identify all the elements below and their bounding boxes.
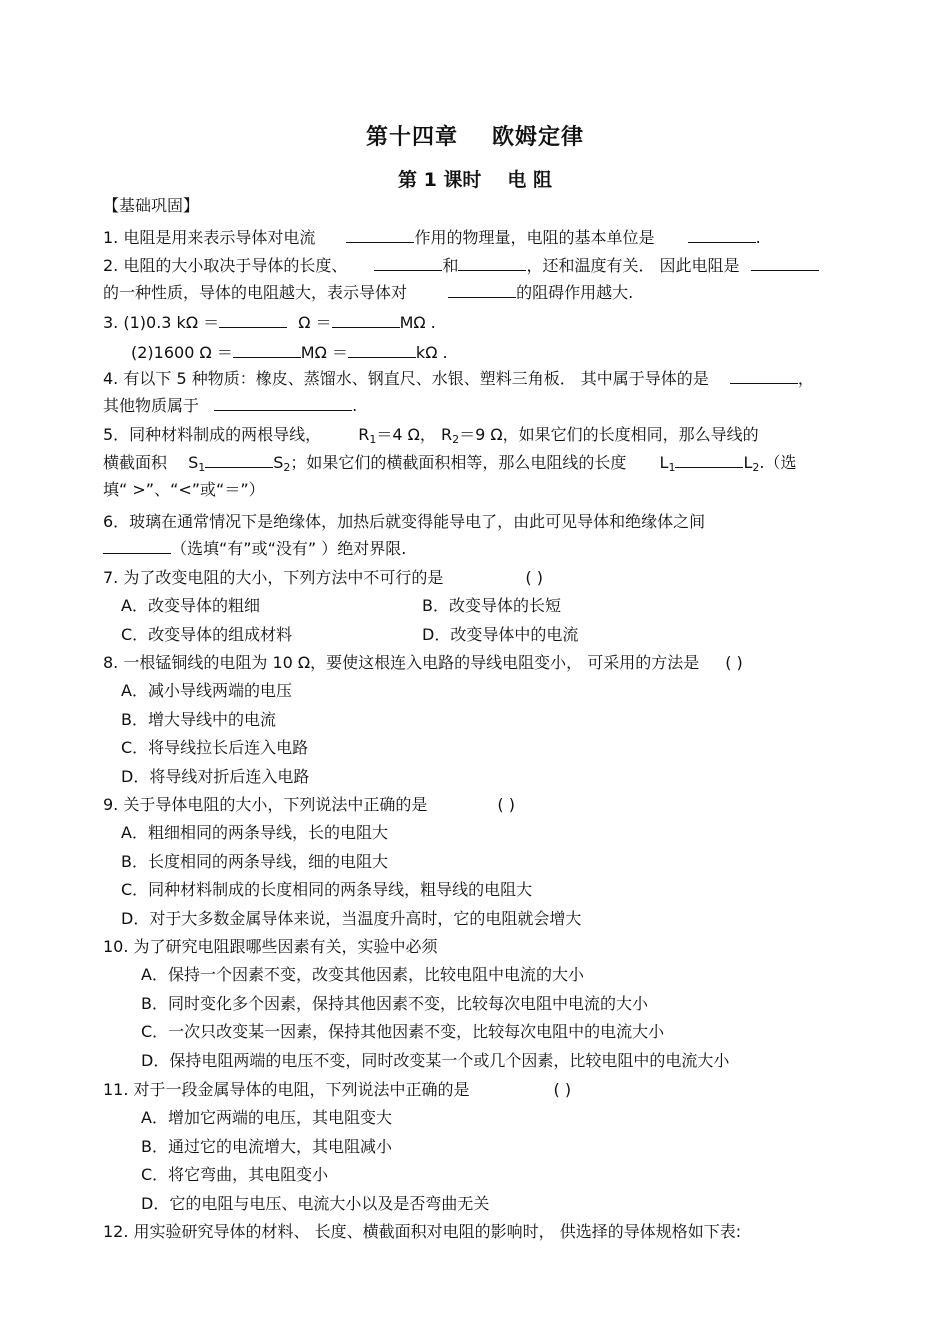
option: D．改变导体中的电流 [422, 625, 579, 644]
option: D．对于大多数金属导体来说，当温度升高时，它的电阻就会增大 [121, 909, 582, 928]
answer-blank[interactable] [103, 539, 171, 554]
option: D．保持电阻两端的电压不变，同时改变某一个或几个因素，比较电阻中的电流大小 [141, 1051, 730, 1070]
option: A．粗细相同的两条导线，长的电阻大 [121, 823, 388, 842]
answer-blank[interactable] [233, 343, 301, 358]
answer-blank[interactable] [751, 256, 819, 271]
question-7: 7. 为了改变电阻的大小，下列方法中不可行的是 ( ) [103, 568, 543, 587]
question-5-cont: 横截面积 $S_1$ $S_2$；如果它们的横截面积相等，那么电阻线的长度 $L_1$ $L_2$.（选 [103, 453, 797, 474]
answer-paren[interactable]: ( ) [497, 795, 515, 814]
answer-blank[interactable] [374, 256, 442, 271]
answer-paren[interactable]: ( ) [525, 568, 543, 587]
option: A．减小导线两端的电压 [121, 681, 292, 700]
question-3-part2: (2)1600 Ω ＝ MΩ ＝ kΩ . [131, 343, 448, 362]
option: C．同种材料制成的长度相同的两条导线，粗导线的电阻大 [121, 880, 533, 899]
option: B．增大导线中的电流 [121, 710, 276, 729]
question-12: 12. 用实验研究导体的材料、 长度、横截面积对电阻的影响时， 供选择的导体规格如下表: [103, 1222, 742, 1241]
section-label: 【基础巩固】 [103, 196, 200, 215]
option: A．保持一个因素不变，改变其他因素，比较电阻中电流的大小 [141, 965, 584, 984]
answer-blank[interactable] [214, 396, 352, 411]
chapter-title: 第十四章 欧姆定律 [365, 125, 585, 150]
answer-blank[interactable] [688, 228, 756, 243]
option: B．同时变化多个因素，保持其他因素不变，比较每次电阻中电流的大小 [141, 994, 648, 1013]
answer-blank[interactable] [219, 313, 287, 328]
answer-blank[interactable] [205, 453, 273, 468]
option: D．将导线对折后连入电路 [121, 767, 310, 786]
option: B．改变导体的长短 [422, 596, 561, 615]
question-2-cont: 的一种性质，导体的电阻越大，表示导体对 的阻碍作用越大. [103, 283, 634, 302]
question-4-cont: 其他物质属于 . [103, 396, 358, 415]
question-6: 6．玻璃在通常情况下是绝缘体，加热后就变得能导电了，由此可见导体和绝缘体之间 [103, 512, 706, 531]
question-6-cont: （选填“有”或“没有” ）绝对界限. [103, 539, 406, 559]
question-1: 1. 电阻是用来表示导体对电流 作用的物理量，电阻的基本单位是 . [103, 228, 761, 247]
question-3: 3. (1)0.3 kΩ ＝ Ω ＝ MΩ . [103, 313, 436, 332]
answer-paren[interactable]: ( ) [553, 1080, 572, 1099]
question-10: 10. 为了研究电阻跟哪些因素有关，实验中必须 [103, 937, 438, 956]
answer-blank[interactable] [458, 256, 526, 271]
option: A．改变导体的粗细 [121, 596, 260, 615]
question-2: 2. 电阻的大小取决于导体的长度、 和 ，还和温度有关． 因此电阻是 [103, 256, 819, 276]
option: C．改变导体的组成材料 [121, 625, 293, 644]
answer-blank[interactable] [730, 369, 798, 384]
question-8: 8. 一根锰铜线的电阻为 10 Ω，要使这根连入电路的导线电阻变小， 可采用的方法是 ( ) [103, 653, 743, 672]
option: B．通过它的电流增大，其电阻减小 [141, 1137, 392, 1156]
answer-paren[interactable]: ( ) [725, 653, 743, 672]
option: C．将导线拉长后连入电路 [121, 738, 309, 757]
answer-blank[interactable] [675, 453, 743, 468]
answer-blank[interactable] [332, 313, 400, 328]
answer-blank[interactable] [346, 228, 414, 243]
option: D．它的电阻与电压、电流大小以及是否弯曲无关 [141, 1194, 490, 1213]
option: C．将它弯曲，其电阻变小 [141, 1165, 329, 1184]
question-11: 11. 对于一段金属导体的电阻，下列说法中正确的是 ( ) [103, 1080, 572, 1099]
option: B．长度相同的两条导线，细的电阻大 [121, 852, 388, 871]
answer-blank[interactable] [448, 283, 516, 298]
option: A．增加它两端的电压，其电阻变大 [141, 1108, 392, 1127]
question-9: 9. 关于导体电阻的大小，下列说法中正确的是 ( ) [103, 795, 515, 814]
question-4: 4. 有以下 5 种物质：橡皮、蒸馏水、钢直尺、水银、塑料三角板． 其中属于导体的是 ， [103, 369, 814, 388]
option: C．一次只改变某一因素，保持其他因素不变，比较每次电阻中的电流大小 [141, 1022, 665, 1041]
question-5: 5．同种材料制成的两根导线， $R_1=4$ Ω， $R_2=9$ Ω，如果它们的长度相同，那么导线的 [103, 425, 759, 446]
answer-blank[interactable] [348, 343, 416, 358]
question-5-cont2: 填“ >”、“<”或“＝”） [103, 480, 265, 499]
lesson-title: 第 1 课时 电 阻 [397, 169, 553, 191]
